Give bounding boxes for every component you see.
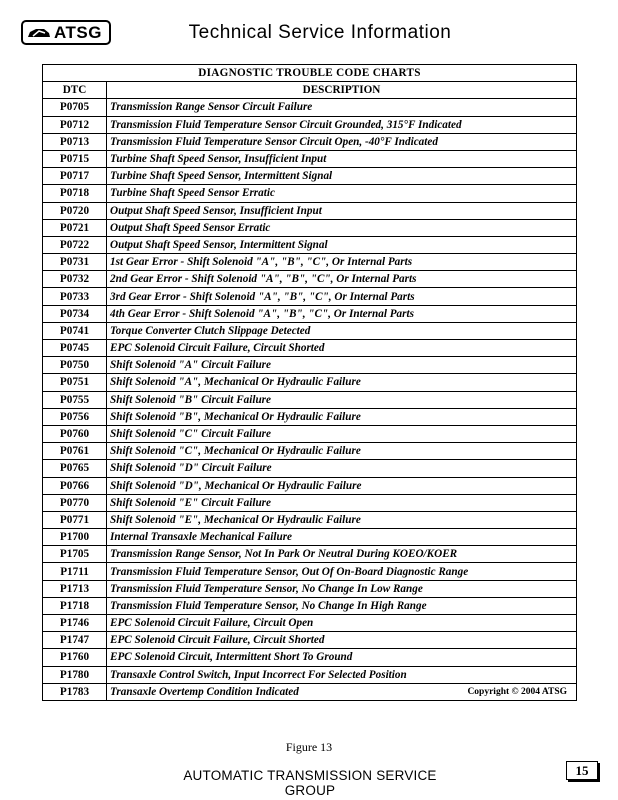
dtc-description-text: 4th Gear Error - Shift Solenoid "A", "B", "C", Or Internal Parts xyxy=(110,307,414,320)
dtc-description-text: Internal Transaxle Mechanical Failure xyxy=(110,531,293,544)
dtc-description-text: Torque Converter Clutch Slippage Detected xyxy=(110,324,311,337)
dtc-description-text: Transmission Range Sensor Circuit Failure xyxy=(110,101,313,114)
dtc-description-text: Transaxle Control Switch, Input Incorrect For Selected Position xyxy=(110,668,407,681)
dtc-code-cell: P0751 xyxy=(43,374,107,391)
dtc-description-text: Shift Solenoid "E", Mechanical Or Hydraulic Failure xyxy=(110,513,361,526)
dtc-description-cell xyxy=(107,305,577,322)
dtc-description-text: Transmission Range Sensor, Not In Park Or Neutral During KOEO/KOER xyxy=(110,548,458,561)
dtc-description-cell xyxy=(107,357,577,374)
dtc-description-cell xyxy=(107,632,577,649)
dtc-description-cell xyxy=(107,219,577,236)
dtc-code-cell: P1713 xyxy=(43,580,107,597)
table-row xyxy=(43,202,577,219)
figure-label: Figure 13 xyxy=(285,740,333,754)
table-row xyxy=(43,477,577,494)
dtc-description-text: Output Shaft Speed Sensor, Intermittent Signal xyxy=(110,238,328,251)
table-row xyxy=(43,529,577,546)
dtc-code-cell: P0705 xyxy=(43,99,107,116)
dtc-description-text: Transmission Fluid Temperature Sensor, No Change In High Range xyxy=(110,599,427,612)
dtc-code-cell: P0720 xyxy=(43,202,107,219)
dtc-description-cell xyxy=(107,683,577,700)
dtc-description-text: Transmission Fluid Temperature Sensor Circuit Grounded, 315°F Indicated xyxy=(110,118,462,131)
table-row xyxy=(43,546,577,563)
dtc-code-cell: P1700 xyxy=(43,529,107,546)
dtc-description-cell xyxy=(107,168,577,185)
table-row xyxy=(43,168,577,185)
dtc-code-cell: P0771 xyxy=(43,511,107,528)
dtc-code-cell: P1783 xyxy=(43,683,107,700)
table-row xyxy=(43,150,577,167)
dtc-description-text: Turbine Shaft Speed Sensor Erratic xyxy=(110,187,275,200)
dtc-description-text: EPC Solenoid Circuit Failure, Circuit Open xyxy=(110,617,314,630)
dtc-description-text: 3rd Gear Error - Shift Solenoid "A", "B", "C", Or Internal Parts xyxy=(110,290,415,303)
dtc-code-cell: P0750 xyxy=(43,357,107,374)
table-row xyxy=(43,116,577,133)
table-body xyxy=(43,99,577,701)
dtc-description-cell xyxy=(107,563,577,580)
dtc-code-cell: P1760 xyxy=(43,649,107,666)
table-row xyxy=(43,219,577,236)
table-row xyxy=(43,460,577,477)
dtc-table xyxy=(42,64,577,701)
dtc-code-cell: P0733 xyxy=(43,288,107,305)
table-row xyxy=(43,425,577,442)
page-number: 15 xyxy=(566,761,598,780)
dtc-description-cell xyxy=(107,460,577,477)
dtc-description-cell xyxy=(107,649,577,666)
dtc-description-cell xyxy=(107,666,577,683)
dtc-description-cell xyxy=(107,494,577,511)
dtc-description-text: Shift Solenoid "C", Mechanical Or Hydraulic Failure xyxy=(110,445,361,458)
dtc-code-cell: P0765 xyxy=(43,460,107,477)
table-row xyxy=(43,236,577,253)
table-row xyxy=(43,666,577,683)
table-row xyxy=(43,374,577,391)
table-row xyxy=(43,288,577,305)
dtc-code-cell: P1711 xyxy=(43,563,107,580)
table-row xyxy=(43,305,577,322)
atsg-logo xyxy=(21,20,111,45)
table-row xyxy=(43,494,577,511)
table-row xyxy=(43,271,577,288)
dtc-description-cell xyxy=(107,546,577,563)
dtc-description-text: EPC Solenoid Circuit, Intermittent Short To Ground xyxy=(110,651,353,664)
dtc-code-cell: P1718 xyxy=(43,597,107,614)
dtc-description-text: 2nd Gear Error - Shift Solenoid "A", "B", "C", Or Internal Parts xyxy=(110,273,417,286)
dtc-description-text: Turbine Shaft Speed Sensor, Insufficient Input xyxy=(110,153,327,166)
dtc-description-text: Transmission Fluid Temperature Sensor, Out Of On-Board Diagnostic Range xyxy=(110,565,469,578)
dtc-code-cell: P0722 xyxy=(43,236,107,253)
dtc-description-cell xyxy=(107,271,577,288)
table-row xyxy=(43,563,577,580)
dtc-description-cell xyxy=(107,133,577,150)
dtc-description-cell xyxy=(107,185,577,202)
table-row xyxy=(43,322,577,339)
dtc-description-cell xyxy=(107,150,577,167)
dtc-description-text: Shift Solenoid "E" Circuit Failure xyxy=(110,496,272,509)
dtc-code-cell: P0715 xyxy=(43,150,107,167)
table-row xyxy=(43,632,577,649)
table-row xyxy=(43,649,577,666)
dtc-description-cell xyxy=(107,511,577,528)
table-row xyxy=(43,580,577,597)
dtc-description-text: 1st Gear Error - Shift Solenoid "A", "B", "C", Or Internal Parts xyxy=(110,256,413,269)
dtc-code-cell: P1747 xyxy=(43,632,107,649)
dtc-code-cell: P0755 xyxy=(43,391,107,408)
dtc-code-cell: P1780 xyxy=(43,666,107,683)
footer-text: AUTOMATIC TRANSMISSION SERVICE GROUP xyxy=(183,768,437,798)
table-header-row xyxy=(43,82,577,99)
copyright-notice: Copyright © 2004 ATSG xyxy=(467,686,567,697)
dtc-description-text: EPC Solenoid Circuit Failure, Circuit Shorted xyxy=(110,634,325,647)
table-row xyxy=(43,683,577,700)
dtc-code-cell: P1705 xyxy=(43,546,107,563)
dtc-code-cell: P0761 xyxy=(43,443,107,460)
column-header-description: DESCRIPTION xyxy=(107,82,577,99)
dtc-description-text: Turbine Shaft Speed Sensor, Intermittent Signal xyxy=(110,170,333,183)
dtc-code-cell: P0713 xyxy=(43,133,107,150)
table-row xyxy=(43,408,577,425)
table-caption: DIAGNOSTIC TROUBLE CODE CHARTS xyxy=(43,65,577,82)
table-row xyxy=(43,99,577,116)
dtc-description-cell xyxy=(107,597,577,614)
table-row xyxy=(43,357,577,374)
dtc-description-cell xyxy=(107,202,577,219)
dtc-description-cell xyxy=(107,477,577,494)
dtc-description-cell xyxy=(107,425,577,442)
dtc-code-cell: P0717 xyxy=(43,168,107,185)
dtc-code-cell: P0721 xyxy=(43,219,107,236)
logo-text: ATSG xyxy=(54,23,102,42)
dtc-description-cell xyxy=(107,529,577,546)
dtc-description-cell xyxy=(107,408,577,425)
table-row xyxy=(43,615,577,632)
dtc-description-cell xyxy=(107,391,577,408)
dtc-description-cell xyxy=(107,443,577,460)
dtc-code-cell: P0766 xyxy=(43,477,107,494)
dtc-description-cell xyxy=(107,615,577,632)
table-row xyxy=(43,340,577,357)
dtc-code-cell: P0760 xyxy=(43,425,107,442)
dtc-description-text: Shift Solenoid "B" Circuit Failure xyxy=(110,393,272,406)
dtc-description-text: Transmission Fluid Temperature Sensor Circuit Open, -40°F Indicated xyxy=(110,135,438,148)
dtc-description-text: Shift Solenoid "D", Mechanical Or Hydraulic Failure xyxy=(110,479,362,492)
dtc-description-text: Output Shaft Speed Sensor Erratic xyxy=(110,221,271,234)
dtc-code-cell: P0734 xyxy=(43,305,107,322)
table-row xyxy=(43,511,577,528)
dtc-description-text: Transaxle Overtemp Condition Indicated xyxy=(110,685,299,698)
table-row xyxy=(43,185,577,202)
dtc-description-text: Output Shaft Speed Sensor, Insufficient Input xyxy=(110,204,322,217)
dtc-description-cell xyxy=(107,374,577,391)
table-row xyxy=(43,597,577,614)
page-title: Technical Service Information xyxy=(188,22,452,43)
dtc-code-cell: P0731 xyxy=(43,254,107,271)
dtc-code-cell: P0756 xyxy=(43,408,107,425)
column-header-dtc: DTC xyxy=(43,82,107,99)
table-row xyxy=(43,391,577,408)
dtc-description-text: Shift Solenoid "A" Circuit Failure xyxy=(110,359,272,372)
dtc-description-text: Shift Solenoid "A", Mechanical Or Hydraulic Failure xyxy=(110,376,361,389)
dtc-description-text: Shift Solenoid "D" Circuit Failure xyxy=(110,462,272,475)
dtc-description-text: Shift Solenoid "C" Circuit Failure xyxy=(110,428,272,441)
dtc-description-cell xyxy=(107,254,577,271)
dtc-code-cell: P0732 xyxy=(43,271,107,288)
dtc-description-text: EPC Solenoid Circuit Failure, Circuit Shorted xyxy=(110,342,325,355)
dtc-code-cell: P0745 xyxy=(43,340,107,357)
dtc-code-cell: P0712 xyxy=(43,116,107,133)
table-caption-row xyxy=(43,65,577,82)
dtc-description-cell xyxy=(107,116,577,133)
dtc-description-cell xyxy=(107,288,577,305)
car-silhouette-icon xyxy=(27,25,51,41)
dtc-description-text: Transmission Fluid Temperature Sensor, No Change In Low Range xyxy=(110,582,423,595)
dtc-description-cell xyxy=(107,99,577,116)
table-row xyxy=(43,133,577,150)
dtc-code-cell: P0718 xyxy=(43,185,107,202)
dtc-description-text: Shift Solenoid "B", Mechanical Or Hydraulic Failure xyxy=(110,410,361,423)
dtc-description-cell xyxy=(107,580,577,597)
dtc-description-cell xyxy=(107,322,577,339)
dtc-description-cell xyxy=(107,340,577,357)
dtc-code-cell: P1746 xyxy=(43,615,107,632)
dtc-code-cell: P0741 xyxy=(43,322,107,339)
dtc-code-cell: P0770 xyxy=(43,494,107,511)
table-row xyxy=(43,443,577,460)
dtc-description-cell xyxy=(107,236,577,253)
table-row xyxy=(43,254,577,271)
